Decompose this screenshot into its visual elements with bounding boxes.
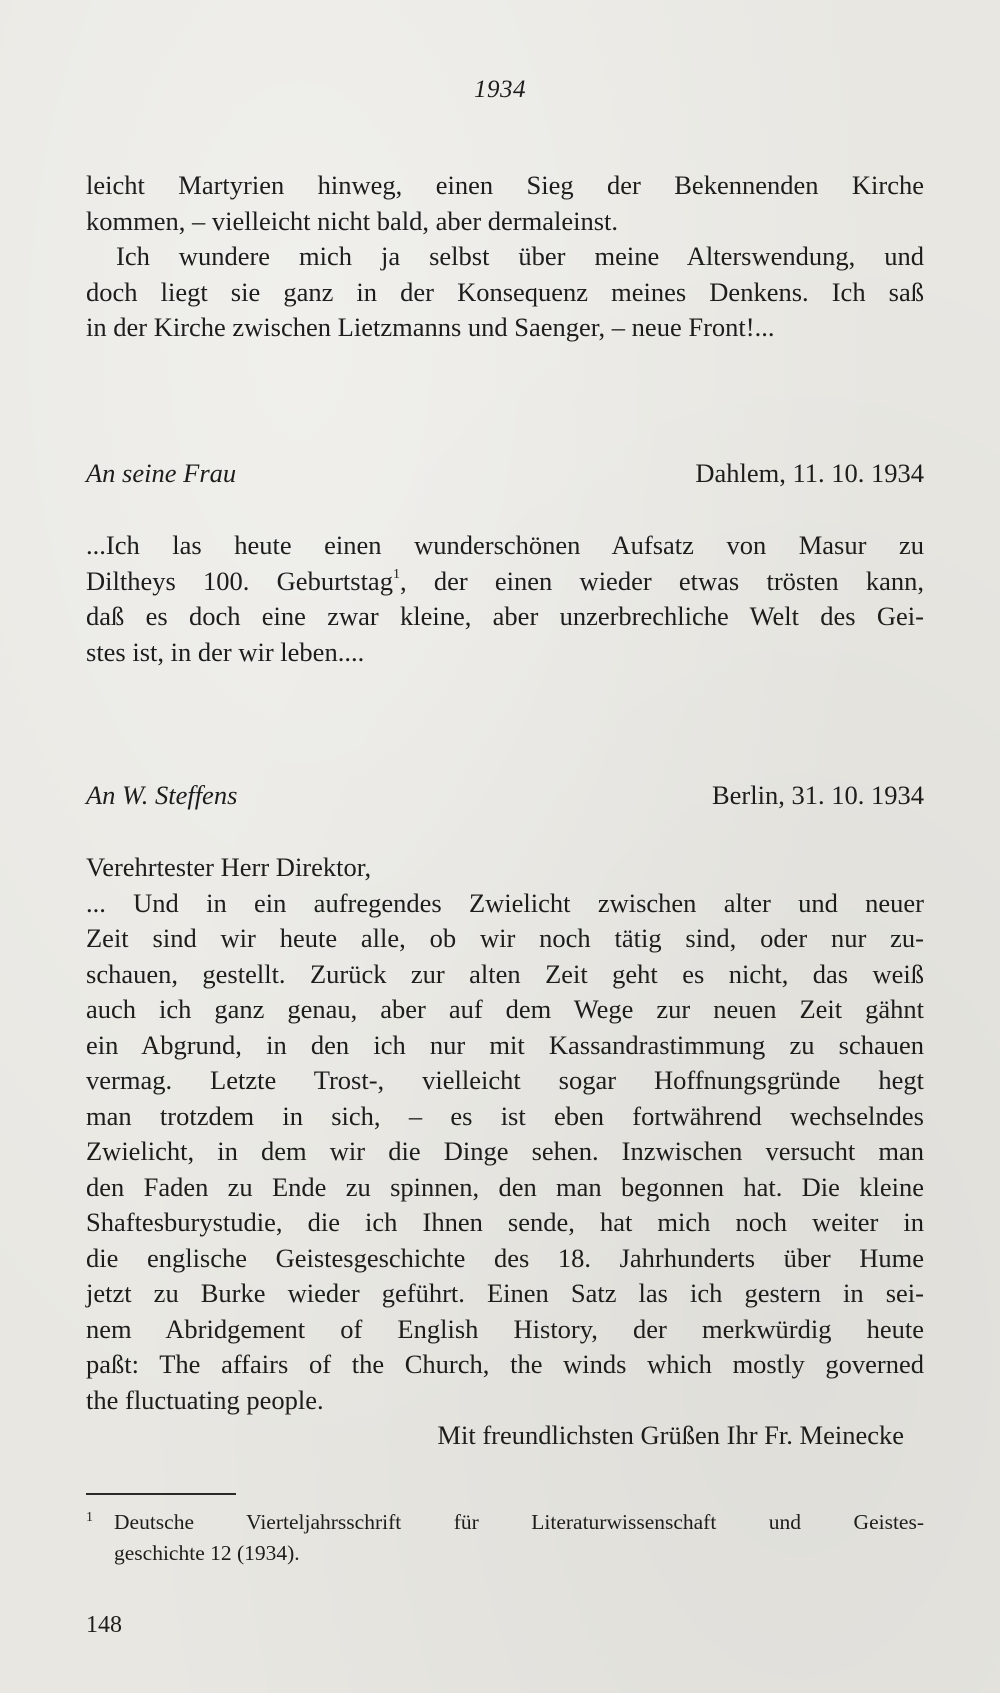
text-line: vermag. Letzte Trost-, vielleicht sogar Hoffnungsgründe hegt [86, 1065, 924, 1095]
letter-place-date: Berlin, 31. 10. 1934 [712, 780, 924, 810]
text-line: leicht Martyrien hinweg, einen Sieg der Bekennenden Kirche [86, 170, 924, 200]
text-line: schauen, gestellt. Zurück zur alten Zeit geht es nicht, das weiß [86, 958, 924, 989]
text-line: stes ist, in der wir leben.... [86, 636, 365, 667]
letter-place-date: Dahlem, 11. 10. 1934 [695, 458, 924, 488]
letter-body [86, 528, 924, 670]
letter-salutation: Verehrtester Herr Direktor, [86, 852, 372, 882]
text-line: kommen, – vielleicht nicht bald, aber dermaleinst. [86, 205, 619, 236]
text-line [86, 564, 924, 600]
text-line: ein Abgrund, in den ich nur mit Kassandrastimmung zu schauen [86, 1029, 924, 1060]
text-line: Deutsche Vierteljahrsschrift für Literaturwissenschaft und Geistes- [114, 1510, 924, 1534]
text-line: Ich wundere mich ja selbst über meine Alterswendung, und [116, 241, 924, 271]
letter-recipient: An seine Frau [86, 458, 237, 488]
text-line: den Faden zu Ende zu spinnen, den man begonnen hat. Die kleine [86, 1171, 924, 1202]
text-line: man trotzdem in sich, – es ist eben fortwährend wechselndes [86, 1100, 924, 1131]
footnote-text [114, 1507, 924, 1569]
text-line: doch liegt sie ganz in der Konsequenz meines Denkens. Ich saß [86, 276, 924, 307]
text-line: nem Abridgement of English History, der merkwürdig heute [86, 1313, 924, 1344]
letter-heading [86, 458, 924, 489]
letter-recipient: An W. Steffens [86, 780, 238, 810]
text-line: ... Und in ein aufregendes Zwielicht zwischen alter und neuer [86, 887, 924, 918]
text-line: daß es doch eine zwar kleine, aber unzerbrechliche Welt des Gei- [86, 601, 924, 631]
text-line: die englische Geistesgeschichte des 18. Jahrhunderts über Hume [86, 1242, 924, 1273]
text-line: auch ich ganz genau, aber auf dem Wege zur neuen Zeit gähnt [86, 994, 924, 1024]
running-head-year: 1934 [474, 76, 526, 103]
paragraph-continuation [86, 168, 924, 346]
footnote-reference[interactable]: 1 [392, 566, 400, 582]
footnotes [86, 1507, 924, 1569]
text-line: jetzt zu Burke wieder geführt. Einen Satz las ich gestern in sei- [86, 1278, 924, 1308]
text-line: Zeit sind wir heute alle, ob wir noch tätig sind, oder nur zu- [86, 923, 924, 953]
footnote-divider [86, 1493, 236, 1495]
footnote-mark: 1 [86, 1510, 93, 1525]
text-line: ...Ich las heute einen wunderschönen Aufsatz von Masur zu [86, 530, 924, 560]
letter-body [86, 850, 924, 1454]
text-fragment: Diltheys 100. Geburtstag [86, 565, 393, 596]
letter-heading [86, 780, 924, 811]
text-line: the fluctuating people. [86, 1384, 324, 1415]
letter-closing: Mit freundlichsten Grüßen Ihr Fr. Meinecke [437, 1420, 904, 1450]
text-fragment: , der einen wieder etwas trösten kann, [399, 565, 924, 596]
text-line: Zwielicht, in dem wir die Dinge sehen. Inzwischen versucht man [86, 1136, 924, 1166]
text-line: paßt: The affairs of the Church, the winds which mostly governed [86, 1349, 924, 1379]
footnote-item [86, 1507, 924, 1569]
text-line: Shaftesburystudie, die ich Ihnen sende, hat mich noch weiter in [86, 1207, 924, 1237]
page-number: 148 [86, 1612, 122, 1638]
text-line: geschichte 12 (1934). [114, 1541, 300, 1565]
text-line: in der Kirche zwischen Lietzmanns und Saenger, – neue Front!... [86, 312, 775, 342]
